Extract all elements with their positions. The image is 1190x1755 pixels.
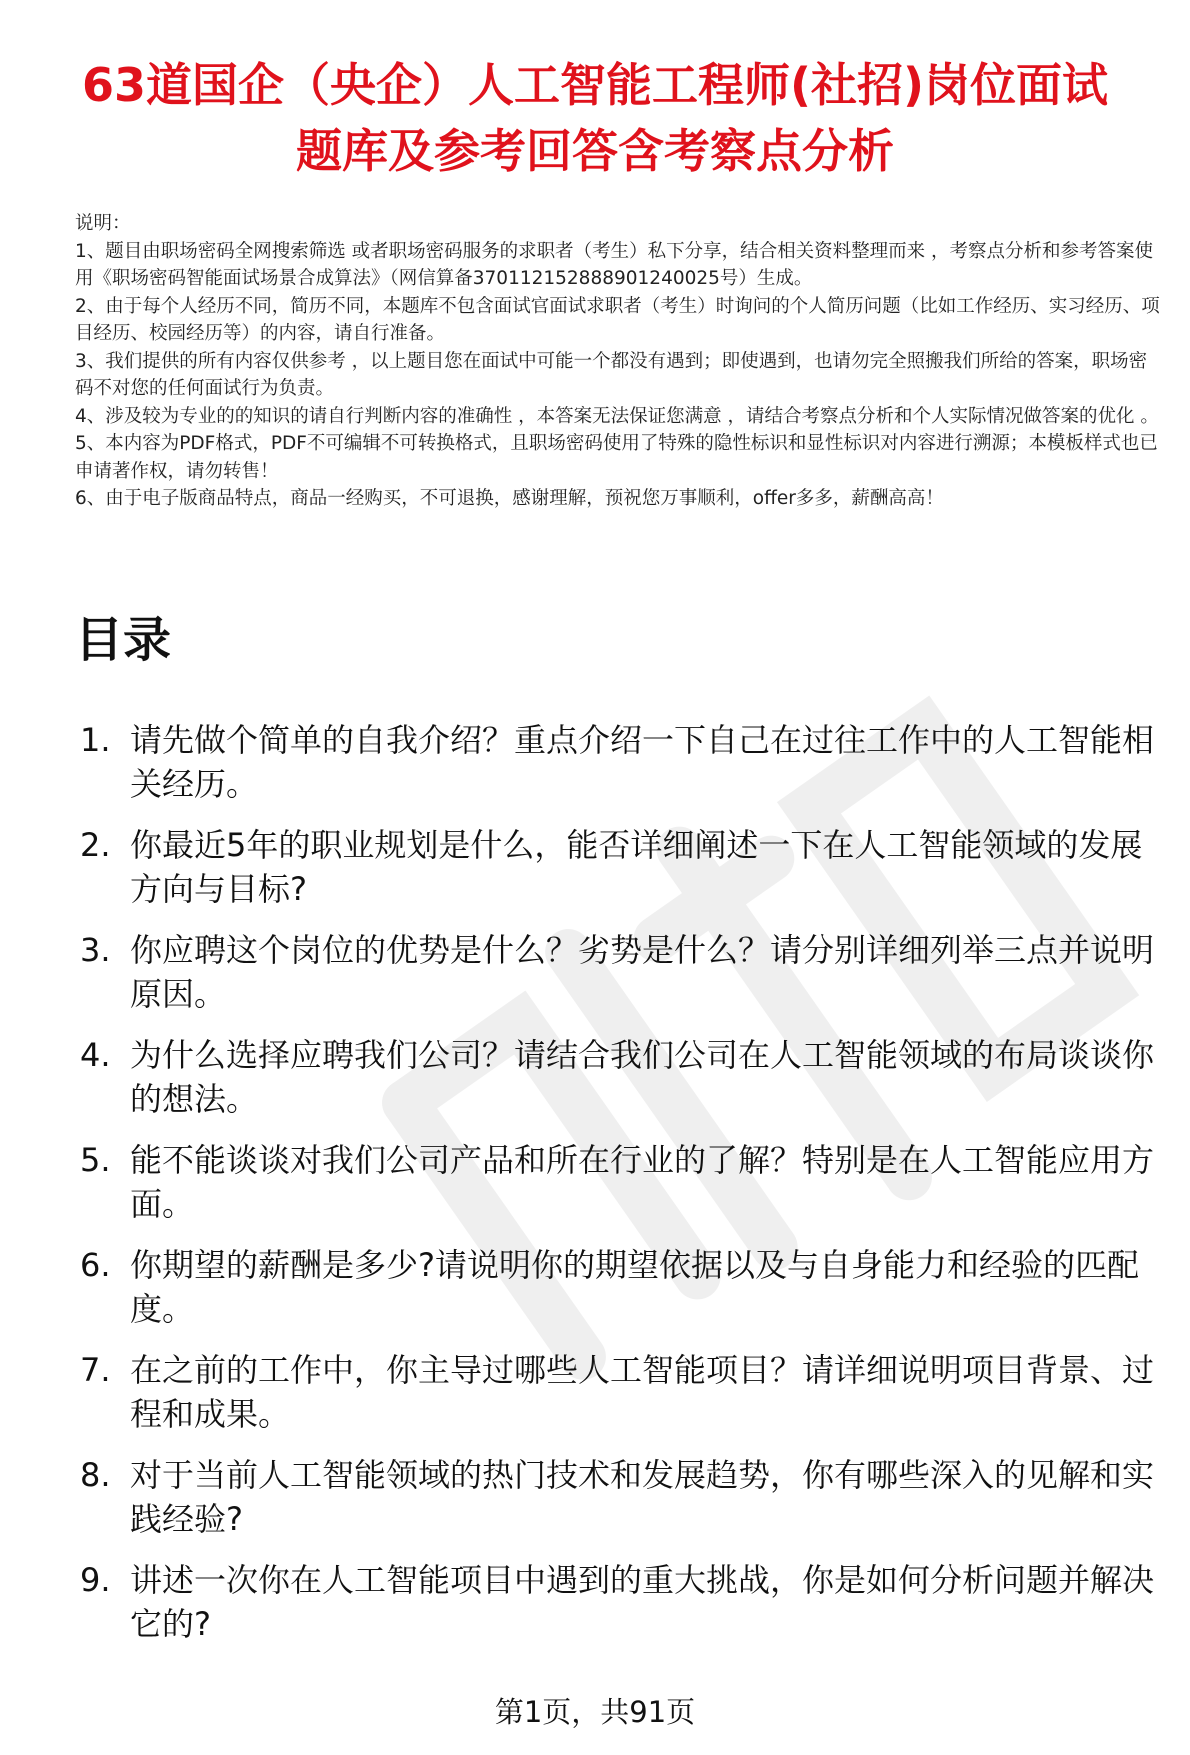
toc-item-number: 9. xyxy=(80,1561,111,1599)
note-item: 3、我们提供的所有内容仅供参考 ，以上题目您在面试中可能一个都没有遇到；即使遇到，也请勿完全照搬我们所给的答案，职场密码不对您的任何面试行为负责。 xyxy=(75,350,1148,399)
note-item: 4、涉及较为专业的的知识的请自行判断内容的准确性 ，本答案无法保证您满意 ，请结合考察点分析和个人实际情况做答案的优化 。 xyxy=(75,405,1159,427)
page-footer: 第1页，共91页 xyxy=(494,1695,696,1729)
toc-item-text: 你应聘这个岗位的优势是什么？劣势是什么？请分别详细列举三点并说明原因。 xyxy=(130,931,1155,1013)
page-title: 63道国企（央企）人工智能工程师(社招)岗位面试题库及参考回答含考察点分析 xyxy=(81,58,1109,178)
toc-item[interactable] xyxy=(80,1558,1165,1646)
toc-item-text: 你期望的薪酬是多少?请说明你的期望依据以及与自身能力和经验的匹配度。 xyxy=(130,1246,1139,1328)
toc-item[interactable] xyxy=(80,1348,1165,1436)
toc-item-number: 8. xyxy=(80,1456,111,1494)
toc-item[interactable] xyxy=(80,1138,1165,1226)
toc-item[interactable] xyxy=(80,823,1165,911)
toc-item-text: 讲述一次你在人工智能项目中遇到的重大挑战，你是如何分析问题并解决它的? xyxy=(130,1561,1155,1643)
toc-item-number: 6. xyxy=(80,1246,111,1284)
note-item: 2、由于每个人经历不同，简历不同，本题库不包含面试官面试求职者（考生）时询问的个人简历问题（比如工作经历、实习经历、项目经历、校园经历等）的内容，请自行准备。 xyxy=(75,295,1160,344)
toc-heading: 目录 xyxy=(75,612,172,668)
toc-item-text: 请先做个简单的自我介绍？重点介绍一下自己在过往工作中的人工智能相关经历。 xyxy=(130,721,1155,803)
toc-item-text: 为什么选择应聘我们公司？请结合我们公司在人工智能领域的布局谈谈你的想法。 xyxy=(130,1036,1155,1118)
toc-item[interactable] xyxy=(80,1453,1165,1541)
notes-block xyxy=(75,210,1165,513)
toc-item-number: 4. xyxy=(80,1036,111,1074)
notes-heading: 说明： xyxy=(75,213,131,234)
toc-item-number: 5. xyxy=(80,1141,111,1179)
note-item: 1、题目由职场密码全网搜索筛选 或者职场密码服务的求职者（考生）私下分享，结合相关资料整理而来 ，考察点分析和参考答案使用《职场密码智能面试场景合成算法》（网信算备370112152888901240025号）生成。 xyxy=(75,240,1154,289)
toc-item[interactable] xyxy=(80,1243,1165,1331)
toc-item-text: 你最近5年的职业规划是什么，能否详细阐述一下在人工智能领域的发展方向与目标? xyxy=(130,826,1143,908)
toc-item-text: 在之前的工作中，你主导过哪些人工智能项目？请详细说明项目背景、过程和成果。 xyxy=(130,1351,1155,1433)
toc-item-text: 能不能谈谈对我们公司产品和所在行业的了解？特别是在人工智能应用方面。 xyxy=(130,1141,1155,1223)
toc-item-text: 对于当前人工智能领域的热门技术和发展趋势，你有哪些深入的见解和实践经验? xyxy=(130,1456,1155,1538)
toc-item[interactable] xyxy=(80,1033,1165,1121)
toc-item[interactable] xyxy=(80,928,1165,1016)
note-item: 5、本内容为PDF格式，PDF不可编辑不可转换格式，且职场密码使用了特殊的隐性标识和显性标识对内容进行溯源；本模板样式也已申请著作权，请勿转售！ xyxy=(75,433,1158,482)
toc-item-number: 7. xyxy=(80,1351,111,1389)
toc-item[interactable] xyxy=(80,718,1165,806)
toc-item-number: 3. xyxy=(80,931,111,969)
toc-item-number: 2. xyxy=(80,826,111,864)
note-item: 6、由于电子版商品特点，商品一经购买，不可退换，感谢理解，预祝您万事顺利，offer多多，薪酬高高！ xyxy=(75,488,944,509)
table-of-contents xyxy=(80,718,1165,1663)
toc-item-number: 1. xyxy=(80,721,111,759)
